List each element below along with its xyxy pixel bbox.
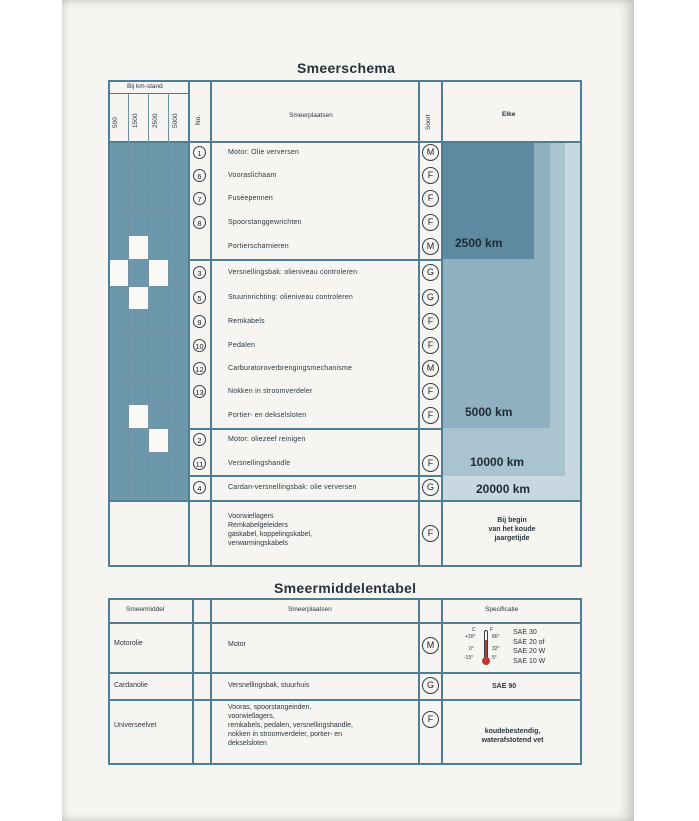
row-line — [108, 165, 188, 166]
km-cell — [129, 453, 148, 475]
km-column-header: 500 — [112, 117, 119, 128]
km-cell — [169, 381, 188, 404]
km-cell — [129, 236, 148, 259]
km-cell — [169, 358, 188, 380]
row-line — [108, 452, 188, 453]
lubrication-point: Versnellingsbak: olieniveau controleren — [228, 269, 358, 276]
lubricant-type-badge: M — [422, 637, 439, 654]
lubricant-places: remkabels, pedalen, versnellingshandle, — [228, 722, 353, 729]
t2-bottom — [108, 763, 580, 765]
table-top — [108, 80, 580, 82]
lubricant-name: Cardanolie — [114, 682, 148, 689]
thermo-f: F — [490, 627, 494, 633]
km-cell — [149, 310, 168, 334]
t2-header-lubricant: Smeermiddel — [126, 606, 165, 613]
km-cell — [109, 358, 128, 380]
elke-header: Elke — [502, 111, 516, 118]
lubrication-point: Versnellingshandle — [228, 460, 291, 467]
km-cell — [149, 211, 168, 235]
thermo-label: -15° — [464, 655, 474, 661]
km-cell — [149, 381, 168, 404]
km-cell — [169, 335, 188, 357]
lubrication-point: Motor: oliezeef reinigen — [228, 436, 306, 443]
km-cell — [129, 142, 148, 165]
row-line — [108, 357, 188, 358]
thermometer-bulb-icon — [482, 657, 490, 665]
elke-seasonal-line: van het koude — [488, 526, 536, 533]
km-cell — [149, 236, 168, 259]
places-col-right — [418, 80, 420, 567]
km-cell — [109, 381, 128, 404]
km-cell — [169, 142, 188, 165]
t2-right — [580, 598, 582, 765]
no-header: No. — [195, 114, 202, 125]
lubricant-type-badge: F — [422, 525, 439, 542]
last-row-line: Remkabelgeleiders — [228, 522, 288, 529]
row-number: 12 — [193, 362, 206, 375]
km-cell — [129, 429, 148, 452]
lubricant-type-badge: F — [422, 167, 439, 184]
km-cell — [169, 453, 188, 475]
row-line — [108, 334, 188, 335]
row-number: 6 — [193, 169, 206, 182]
thermo-label: 0° — [469, 646, 474, 652]
km-cell — [129, 287, 148, 309]
km-column-header: 2500 — [152, 113, 159, 128]
lubricant-type-badge: G — [422, 264, 439, 281]
elke-seasonal-line: Bij begin — [497, 517, 527, 524]
lubrication-point: Motor: Olie verversen — [228, 149, 300, 156]
km-cell — [129, 211, 148, 235]
lubricant-type-badge: M — [422, 238, 439, 255]
table-right — [580, 80, 582, 567]
km-cell — [109, 211, 128, 235]
lubricant-type-badge: M — [422, 144, 439, 161]
km-cell — [169, 310, 188, 334]
interval-10000: 10000 km — [470, 455, 525, 469]
lubrication-point: Portier- en dekselsloten — [228, 412, 307, 419]
km-cell — [169, 166, 188, 187]
lubricants-title: Smeermiddelentabel — [274, 580, 417, 596]
no-col-right — [210, 80, 212, 567]
row-number: 9 — [193, 315, 206, 328]
km-col-divider — [128, 93, 129, 500]
km-cell — [169, 211, 188, 235]
km-cell — [129, 188, 148, 210]
lubricant-places: Vooras, spoorstangeinden, — [228, 704, 312, 711]
thermo-c: C — [472, 627, 476, 633]
km-column-header: 5000 — [172, 113, 179, 128]
km-cell — [109, 429, 128, 452]
km-cell — [129, 166, 148, 187]
row-line — [108, 404, 188, 405]
lubrication-point: Spoorstanggewrichten — [228, 219, 302, 226]
elke-seasonal-line: jaargetijde — [494, 535, 530, 542]
km-col-divider — [168, 93, 169, 500]
lubrication-point: Pedalen — [228, 342, 256, 349]
km-cell — [129, 381, 148, 404]
spec-line: SAE 20 of — [513, 638, 545, 646]
row-number: 5 — [193, 291, 206, 304]
t2-header-places: Smeerplaatsen — [288, 606, 332, 613]
km-cell — [149, 166, 168, 187]
km-cell — [149, 429, 168, 452]
km-cell — [149, 142, 168, 165]
lubrication-point: Fuséepennen — [228, 195, 274, 202]
lubricant-type-badge: F — [422, 455, 439, 472]
row-line — [108, 235, 188, 236]
lubricant-places: voorwiellagers, — [228, 713, 275, 720]
t2-header-bottom — [108, 622, 580, 624]
header-bottom — [108, 141, 580, 143]
table-left — [108, 80, 110, 567]
sort-col-right — [441, 80, 443, 567]
lubricant-type-badge: F — [422, 190, 439, 207]
row-line — [108, 210, 188, 211]
km-cell — [109, 335, 128, 357]
km-col-right — [188, 80, 190, 567]
km-cell — [169, 287, 188, 309]
thermometer-fill-icon — [485, 640, 487, 658]
lubricant-places: Versnellingsbak, stuurhuis — [228, 682, 310, 689]
km-cell — [109, 287, 128, 309]
km-cell — [129, 310, 148, 334]
row-number: 8 — [193, 216, 206, 229]
km-cell — [149, 405, 168, 428]
thermo-label: +30° — [465, 634, 476, 640]
lubricant-type-badge: G — [422, 289, 439, 306]
thermo-label: 32° — [492, 646, 500, 652]
km-cell — [109, 476, 128, 500]
lubrication-point: Cardan-versnellingsbak: olie verversen — [228, 484, 357, 491]
places-header: Smeerplaatsen — [289, 112, 333, 119]
km-cell — [129, 405, 148, 428]
km-cell — [109, 188, 128, 210]
spec-line: waterafstotend vet — [481, 737, 544, 744]
lubricant-type-badge: M — [422, 360, 439, 377]
lubricant-places: Motor — [228, 641, 246, 648]
row-line — [108, 187, 188, 188]
lubricant-type-badge: G — [422, 479, 439, 496]
km-cell — [169, 188, 188, 210]
t2-row-line — [108, 672, 580, 674]
km-column-header: 1500 — [132, 113, 139, 128]
row-line — [108, 475, 188, 476]
row-number: 2 — [193, 433, 206, 446]
group-sep-3 — [188, 475, 441, 477]
lubricant-type-badge: F — [422, 407, 439, 424]
km-cell — [109, 260, 128, 286]
km-cell — [109, 405, 128, 428]
interval-5000: 5000 km — [465, 405, 513, 419]
group-sep-1 — [188, 259, 441, 261]
km-cell — [149, 188, 168, 210]
km-cell — [109, 453, 128, 475]
t2-header-spec: Specificatie — [485, 606, 519, 613]
spec-line: koudebestendig, — [484, 728, 541, 735]
group-sep-2 — [188, 428, 441, 430]
t2-col — [418, 598, 420, 765]
row-number: 4 — [193, 481, 206, 494]
km-cell — [109, 166, 128, 187]
km-cell — [149, 335, 168, 357]
lubricant-type-badge: F — [422, 711, 439, 728]
lubrication-point: Portierscharnieren — [228, 243, 289, 250]
lubricant-type-badge: F — [422, 383, 439, 400]
interval-2500: 2500 km — [455, 236, 503, 250]
t2-top — [108, 598, 580, 600]
schema-title: Smeerschema — [297, 60, 396, 76]
row-line — [108, 309, 188, 310]
km-cell — [109, 310, 128, 334]
km-cell — [129, 335, 148, 357]
t2-col — [441, 598, 443, 765]
t2-col — [210, 598, 212, 765]
thermo-label: 5° — [492, 655, 497, 661]
lubrication-point: Remkabels — [228, 318, 265, 325]
km-cell — [149, 287, 168, 309]
row-number: 13 — [193, 385, 206, 398]
row-number: 3 — [193, 266, 206, 279]
lubrication-point: Stuurinrichting: olieniveau controleren — [228, 294, 353, 301]
sort-header: Soort — [425, 114, 432, 130]
km-cell — [149, 358, 168, 380]
lubricant-places: dekselsloten — [228, 740, 267, 747]
km-col-divider — [148, 93, 149, 500]
km-header-divider — [108, 93, 188, 94]
spec-line: SAE 20 W — [513, 648, 546, 655]
row-line — [108, 428, 188, 429]
km-cell — [169, 405, 188, 428]
km-cell — [109, 236, 128, 259]
row-number: 1 — [193, 146, 206, 159]
row-line — [108, 259, 188, 260]
km-cell — [129, 260, 148, 286]
row-line — [108, 380, 188, 381]
km-cell — [169, 476, 188, 500]
lubrication-point: Carburatoroverbrengingsmechanisme — [228, 365, 353, 372]
last-row-line: Voorwiellagers — [228, 513, 274, 520]
km-stand-label: Bij km-stand — [127, 83, 163, 90]
last-row-line: verwarmingskabels — [228, 540, 288, 547]
km-cell — [149, 476, 168, 500]
lubricant-name: Universeelvet — [114, 722, 157, 729]
lubricant-type-badge: F — [422, 337, 439, 354]
lubricant-type-badge: G — [422, 677, 439, 694]
t2-row-line — [108, 699, 580, 701]
km-cell — [169, 236, 188, 259]
km-cell — [149, 260, 168, 286]
km-cell — [169, 260, 188, 286]
spec-line: SAE 90 — [492, 683, 517, 690]
km-cell — [129, 358, 148, 380]
lubrication-point: Vooraslichaam — [228, 172, 277, 179]
km-cell — [149, 453, 168, 475]
t2-left — [108, 598, 110, 765]
row-number: 10 — [193, 339, 206, 352]
thermo-label: 86° — [492, 634, 500, 640]
t2-col — [192, 598, 194, 765]
lubricant-type-badge: F — [422, 313, 439, 330]
km-cell — [109, 142, 128, 165]
lubricant-places: nokken in stroomverdeler, portier- en — [228, 731, 342, 738]
lubricant-name: Motorolie — [114, 640, 143, 647]
table-bottom — [108, 565, 580, 567]
km-cell — [129, 476, 148, 500]
row-number: 11 — [193, 457, 206, 470]
km-cell — [169, 429, 188, 452]
lubricant-type-badge: F — [422, 214, 439, 231]
row-number: 7 — [193, 192, 206, 205]
last-row-top — [108, 500, 580, 502]
row-line — [108, 286, 188, 287]
spec-line: SAE 30 — [513, 629, 537, 636]
interval-20000: 20000 km — [476, 482, 531, 496]
last-row-line: gaskabel, koppelingskabel, — [228, 531, 313, 538]
lubrication-point: Nokken in stroomverdeler — [228, 388, 313, 395]
spec-line: SAE 10 W — [513, 657, 546, 665]
